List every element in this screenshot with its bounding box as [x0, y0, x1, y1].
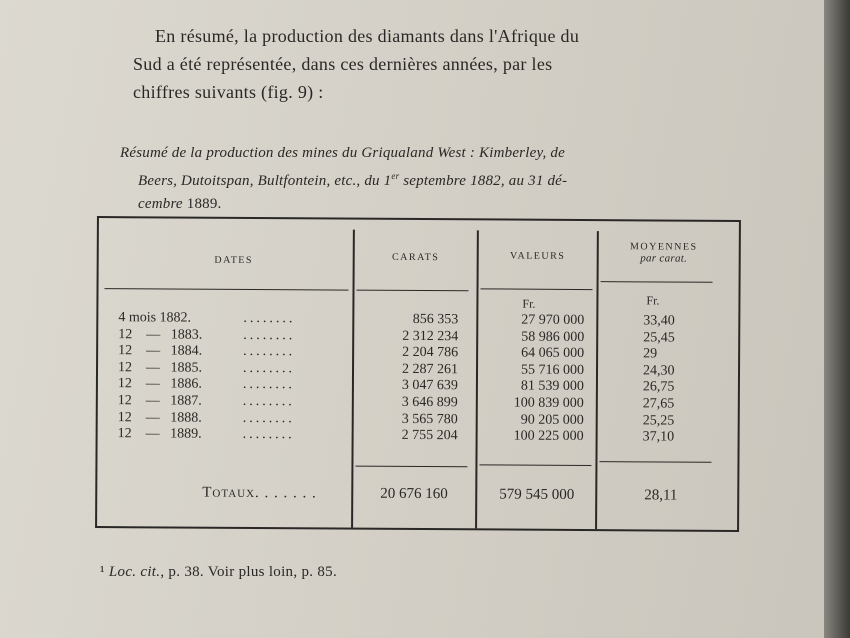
unit-moyennes: Fr.: [646, 293, 660, 308]
header-moyennes-title: MOYENNES: [629, 241, 698, 253]
row-carats: 2 312 234: [402, 328, 459, 344]
row-valeurs: 64 065 000: [521, 345, 585, 362]
row-moyenne: 25,45: [643, 329, 675, 346]
row-carats: 2 755 204: [401, 428, 458, 444]
row-leader-dots: ........: [243, 344, 296, 360]
row-carats: 3 646 899: [401, 394, 458, 411]
caption-line-3: [120, 193, 710, 216]
header-moyennes-sub: par carat.: [640, 252, 688, 265]
header-carats: CARATS: [391, 251, 440, 264]
row-carats: 3 565 780: [401, 411, 458, 427]
row-moyenne: 37,10: [642, 429, 675, 445]
footnote: [100, 564, 337, 581]
caption-line-2: [120, 165, 710, 193]
caption-line-3b: 1889.: [182, 196, 222, 212]
header-valeurs: VALEURS: [510, 250, 566, 262]
row-carats: 856 353: [412, 311, 459, 328]
paragraph-line-2: Sud a été représentée, dans ces dernières années, par les: [133, 54, 553, 74]
row-date: 12 — 1889.: [117, 426, 202, 442]
header-rule-carats: [357, 290, 469, 292]
row-date: 12 — 1888.: [117, 409, 202, 426]
footnote-text: , p. 38. Voir plus loin, p. 85.: [160, 564, 338, 580]
paragraph-line-1: En résumé, la production des diamants dans l'Afrique du: [155, 26, 580, 46]
header-rule-moyennes: [601, 281, 713, 283]
caption-line-2a: Beers, Dutoitspan, Bultfontein, etc., du 1: [138, 173, 392, 189]
row-moyenne: 33,40: [643, 313, 675, 329]
row-moyenne: 27,65: [642, 396, 675, 412]
book-spine-shadow: [824, 0, 850, 638]
header-moyennes: [605, 241, 723, 265]
row-leader-dots: ........: [242, 377, 295, 393]
row-moyenne: 29: [643, 346, 658, 362]
row-valeurs: 100 839 000: [513, 395, 584, 412]
footnote-ref: Loc. cit.: [108, 564, 161, 580]
row-leader-dots: ........: [242, 393, 295, 410]
table-caption: [120, 142, 710, 216]
row-valeurs: 58 986 000: [521, 329, 585, 345]
row-valeurs: 27 970 000: [521, 312, 585, 329]
caption-line-1: Résumé de la production des mines du Griqualand West : Kimberley, de: [120, 145, 565, 161]
row-moyenne: 24,30: [642, 363, 675, 379]
row-date: 12 — 1884.: [118, 343, 203, 359]
table-row: [98, 426, 738, 447]
caption-line-2b: septembre 1882, au 31 dé-: [399, 173, 568, 189]
row-carats: 3 047 639: [401, 378, 458, 394]
caption-superscript: er: [391, 171, 400, 181]
header-rule-dates: [105, 288, 349, 290]
totals-valeurs: 579 545 000: [499, 486, 575, 503]
row-moyenne: 26,75: [642, 379, 675, 395]
unit-valeurs: Fr.: [522, 296, 536, 311]
caption-line-3a: cembre: [138, 196, 183, 212]
row-leader-dots: ........: [242, 427, 295, 443]
row-date: 4 mois 1882.: [118, 310, 192, 326]
totals-rule-moyennes: [599, 461, 711, 463]
row-leader-dots: ........: [243, 310, 296, 327]
totals-label: Totaux. . . . . . .: [202, 484, 317, 502]
totals-rule-carats: [355, 466, 467, 468]
row-leader-dots: ........: [242, 410, 295, 426]
row-date: 12 — 1883.: [118, 326, 203, 343]
totals-moyenne: 28,11: [644, 487, 678, 504]
paragraph-line-3: chiffres suivants (fig. 9) :: [133, 82, 324, 102]
row-valeurs: 81 539 000: [520, 379, 584, 395]
totals-carats: 20 676 160: [380, 485, 448, 503]
row-leader-dots: ........: [243, 327, 296, 343]
row-carats: 2 204 786: [402, 345, 459, 361]
header-rule-valeurs: [481, 288, 593, 290]
row-date: 12 — 1887.: [117, 393, 202, 409]
row-valeurs: 100 225 000: [513, 428, 584, 445]
row-valeurs: 55 716 000: [520, 362, 585, 378]
row-leader-dots: ........: [242, 360, 296, 377]
row-moyenne: 25,25: [642, 412, 675, 429]
footnote-mark: ¹: [100, 564, 105, 580]
row-valeurs: 90 205 000: [520, 412, 584, 428]
row-date: 12 — 1885.: [117, 359, 203, 376]
row-carats: 2 287 261: [401, 361, 459, 378]
header-dates: DATES: [214, 254, 254, 266]
row-date: 12 — 1886.: [117, 376, 202, 393]
totals-rule-valeurs: [479, 464, 591, 466]
production-table: [95, 216, 741, 532]
intro-paragraph: [133, 22, 693, 106]
